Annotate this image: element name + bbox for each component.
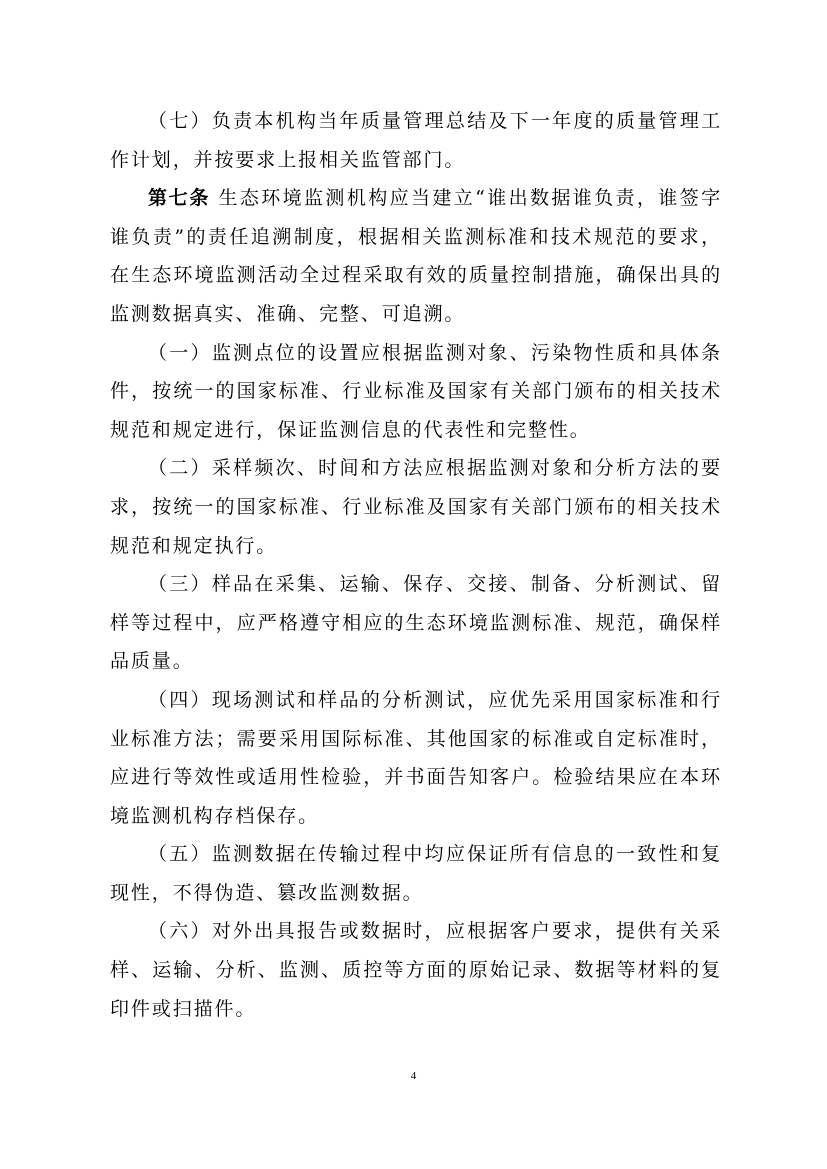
page-number: 4 (410, 1070, 417, 1082)
paragraph-article-seven (110, 179, 722, 333)
paragraph-item-five: （五）监测数据在传输过程中均应保证所有信息的一致性和复现性，不得伪造、篡改监测数据。 (110, 843, 722, 904)
paragraph-item-three: （三）样品在采集、运输、保存、交接、制备、分析测试、留样等过程中，应严格遵守相应的生态环境监测标准、规范，确保样品质量。 (110, 573, 722, 673)
paragraph-item-one: （一）监测点位的设置应根据监测对象、污染物性质和具体条件，按统一的国家标准、行业标准及国家有关部门颁布的相关技术规范和规定进行，保证监测信息的代表性和完整性。 (110, 341, 722, 441)
article-seven-spacer (210, 187, 218, 209)
article-number: 第七条 (148, 187, 211, 210)
paragraph-item-six: （六）对外出具报告或数据时，应根据客户要求，提供有关采样、运输、分析、监测、质控等方面的原始记录、数据等材料的复印件或扫描件。 (110, 920, 722, 1020)
paragraph-item-four: （四）现场测试和样品的分析测试，应优先采用国家标准和行业标准方法；需要采用国际标准、其他国家的标准或自定标准时，应进行等效性或适用性检验，并书面告知客户。检验结果应在本环境监测机构存档保存。 (110, 688, 722, 827)
paragraph-item-seven: （七）负责本机构当年质量管理总结及下一年度的质量管理工作计划，并按要求上报相关监管部门。 (110, 110, 722, 171)
document-body (110, 102, 722, 1028)
article-seven-text: 生态环境监测机构应当建立“谁出数据谁负责，谁签字谁负责”的责任追溯制度，根据相关监测标准和技术规范的要求，在生态环境监测活动全过程采取有效的质量控制措施，确保出具的监测数据真实、准确、完整、可追溯。 (110, 187, 722, 325)
paragraph-item-two: （二）采样频次、时间和方法应根据监测对象和分析方法的要求，按统一的国家标准、行业标准及国家有关部门颁布的相关技术规范和规定执行。 (110, 457, 722, 557)
